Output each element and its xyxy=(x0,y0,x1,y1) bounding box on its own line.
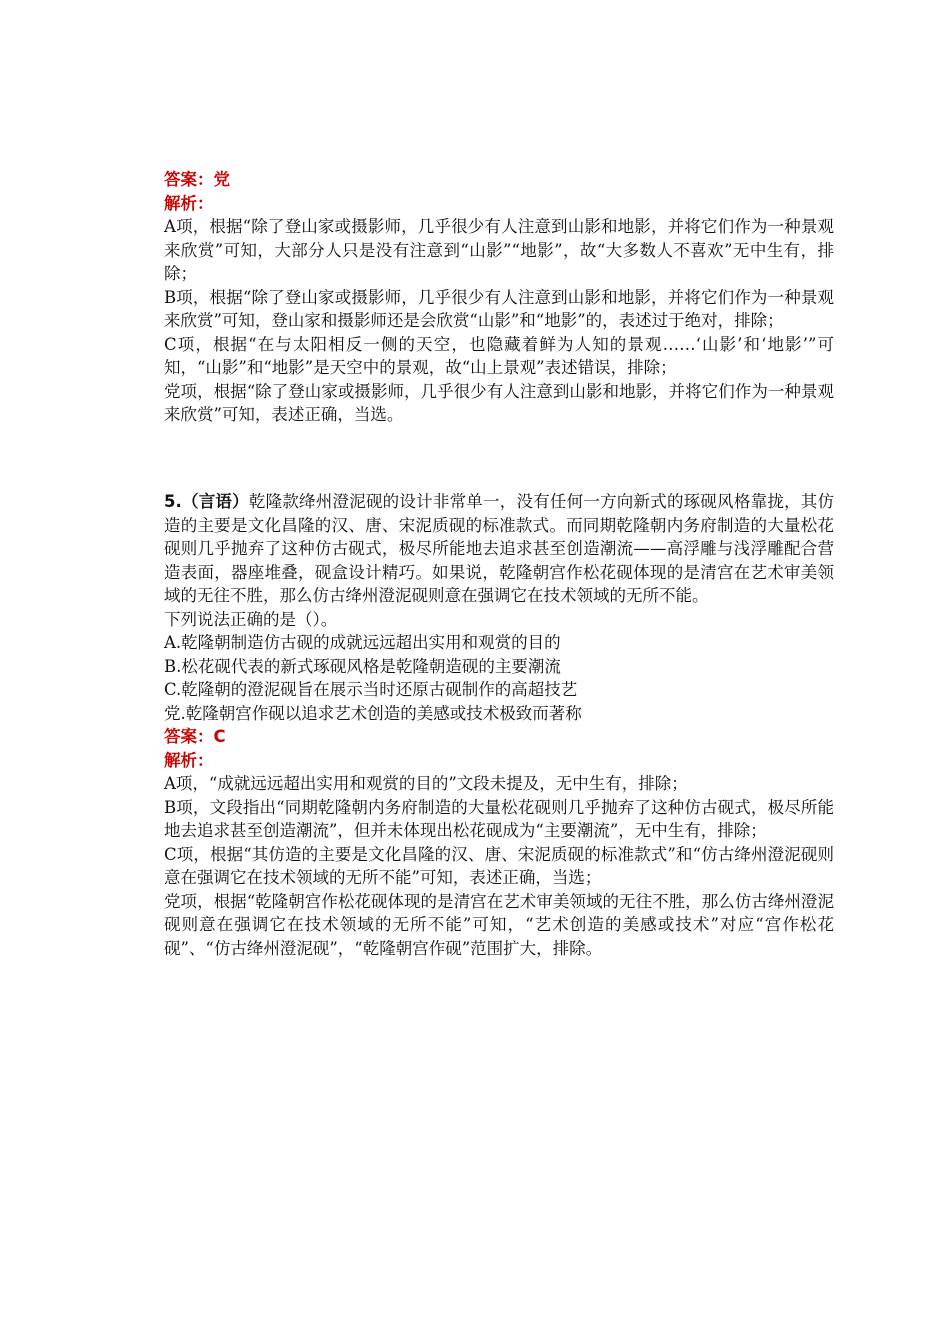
explanation-c: C项，根据“在与太阳相反一侧的天空，也隐藏着鲜为人知的景观……‘山影’和‘地影’”可知，“山影”和“地影”是天空中的景观，故“山上景观”表述错误，排除； xyxy=(164,334,834,377)
explanation-a: A项，根据“除了登山家或摄影师，几乎很少有人注意到山影和地影，并将它们作为一种景观来欣赏”可知，大部分人只是没有注意到“山影”“地影”，故“大多数人不喜欢”无中生有，排除； xyxy=(164,217,834,283)
answer-label: 答案：党 xyxy=(164,170,230,189)
explanation-d: 党项，根据“除了登山家或摄影师，几乎很少有人注意到山影和地影，并将它们作为一种景观来欣赏”可知，表述正确，当选。 xyxy=(164,381,834,424)
question-4-solution xyxy=(164,168,834,427)
passage-text: 乾隆款绛州澄泥砚的设计非常单一，没有任何一方向新式的琢砚风格靠拢，其仿造的主要是文化昌隆的汉、唐、宋泥质砚的标准款式。而同期乾隆朝内务府制造的大量松花砚则几乎抛弃了这种仿古砚式，极尽所能地去追求甚至创造潮流——高浮雕与浅浮雕配合营造表面，器座堆叠，砚盒设计精巧。如果说，乾隆朝宫作松花砚体现的是清宫在艺术审美领域的无往不胜，那么仿古绛州澄泥砚则意在强调它在技术领域的无所不能。 xyxy=(164,492,835,605)
option-b: B.松花砚代表的新式琢砚风格是乾隆朝造砚的主要潮流 xyxy=(164,656,561,676)
question-5 xyxy=(164,490,834,960)
explanation-b: B项，文段指出“同期乾隆朝内务府制造的大量松花砚则几乎抛弃了这种仿古砚式，极尽所能地去追求甚至创造潮流”，但并未体现出松花砚成为“主要潮流”，无中生有，排除； xyxy=(164,797,834,840)
question-number: 5.（言语） xyxy=(164,492,249,511)
question-prompt: 下列说法正确的是（）。 xyxy=(164,609,338,629)
question-passage xyxy=(164,490,834,608)
answer-label: 答案：C xyxy=(164,727,226,746)
explanation-b: B项，根据“除了登山家或摄影师，几乎很少有人注意到山影和地影，并将它们作为一种景观来欣赏”可知，登山家和摄影师还是会欣赏“山影”和“地影”的，表述过于绝对，排除； xyxy=(164,287,834,330)
explanation-c: C项，根据“其仿造的主要是文化昌隆的汉、唐、宋泥质砚的标准款式”和“仿古绛州澄泥砚则意在强调它在技术领域的无所不能”可知，表述正确，当选； xyxy=(164,844,834,887)
analysis-label: 解析： xyxy=(164,193,214,213)
explanation-d: 党项，根据“乾隆朝宫作松花砚体现的是清宫在艺术审美领域的无往不胜，那么仿古绛州澄泥砚则意在强调它在技术领域的无所不能”可知，“艺术创造的美感或技术”对应“宫作松花砚”、“仿古绛州澄泥砚”，“乾隆朝宫作砚”范围扩大，排除。 xyxy=(164,891,834,958)
option-c: C.乾隆朝的澄泥砚旨在展示当时还原古砚制作的高超技艺 xyxy=(164,680,578,699)
analysis-label: 解析： xyxy=(164,750,214,770)
option-a: A.乾隆朝制造仿古砚的成就远远超出实用和观赏的目的 xyxy=(164,633,561,652)
explanation-a: A项，“成就远远超出实用和观赏的目的”文段未提及，无中生有，排除； xyxy=(164,774,688,793)
option-d: 党.乾隆朝宫作砚以追求艺术创造的美感或技术极致而著称 xyxy=(164,703,582,723)
